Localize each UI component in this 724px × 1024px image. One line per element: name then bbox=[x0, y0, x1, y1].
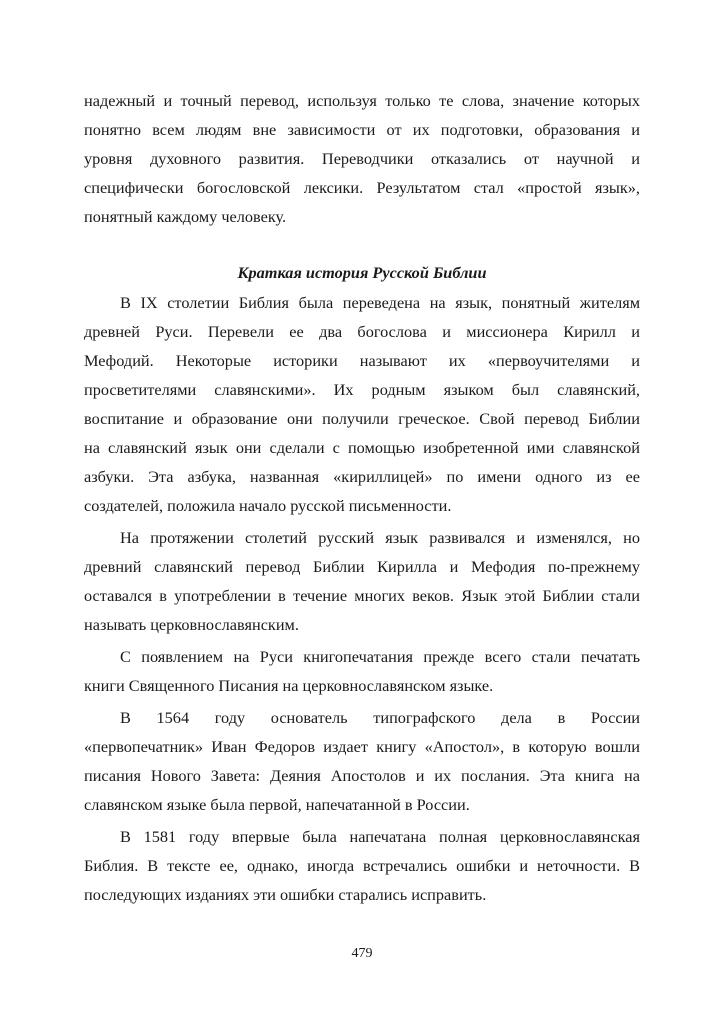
text-line: на славянский язык они сделали с помощью изобретенной ими славянской bbox=[84, 438, 640, 457]
intro-paragraph bbox=[84, 86, 640, 231]
text-line: В 1564 году основатель типографского дела в России bbox=[120, 708, 640, 727]
text-line: Мефодий. Некоторые историки называют их «первоучителями и bbox=[84, 351, 640, 370]
text-line: В 1581 году впервые была напечатана полная церковнославянская bbox=[120, 827, 640, 846]
text-line: В IX столетии Библия была переведена на язык, понятный жителям bbox=[120, 293, 640, 312]
text-line: славянском языке была первой, напечатанной в России. bbox=[84, 795, 470, 814]
text-line: уровня духовного развития. Переводчики отказались от научной и bbox=[84, 149, 640, 168]
text-line: оставался в употреблении в течение многих веков. Язык этой Библии стали bbox=[84, 586, 640, 605]
section-body bbox=[84, 288, 640, 909]
text-line: понятный каждому человеку. bbox=[84, 207, 287, 226]
text-line: воспитание и образование они получили греческое. Свой перевод Библии bbox=[84, 409, 640, 428]
text-line: «первопечатник» Иван Федоров издает книгу «Апостол», в которую вошли bbox=[84, 737, 640, 756]
paragraph bbox=[84, 822, 640, 909]
paragraph bbox=[84, 288, 640, 520]
text-line: древней Руси. Перевели ее два богослова и миссионера Кирилл и bbox=[84, 322, 640, 341]
text-line: писания Нового Завета: Деяния Апостолов и их послания. Эта книга на bbox=[84, 766, 640, 785]
text-line: просветителями славянскими». Их родным языком был славянский, bbox=[84, 380, 640, 399]
text-line: На протяжении столетий русский язык развивался и изменялся, но bbox=[120, 528, 640, 547]
text-line: создателей, положила начало русской письменности. bbox=[84, 496, 452, 515]
text-line: называть церковнославянским. bbox=[84, 615, 299, 634]
page-number: 479 bbox=[351, 946, 373, 961]
paragraph bbox=[84, 86, 640, 231]
text-line: С появлением на Руси книгопечатания прежде всего стали печатать bbox=[120, 647, 640, 666]
text-line: последующих изданиях эти ошибки старались исправить. bbox=[84, 885, 487, 904]
text-line: книги Священного Писания на церковнославянском языке. bbox=[84, 676, 494, 695]
text-line: Библия. В тексте ее, однако, иногда встречались ошибки и неточности. В bbox=[84, 856, 640, 875]
text-line: древний славянский перевод Библии Кирилла и Мефодия по-прежнему bbox=[84, 557, 640, 576]
section-heading: Краткая история Русской Библии bbox=[237, 263, 487, 282]
paragraph bbox=[84, 642, 640, 700]
paragraph bbox=[84, 703, 640, 819]
text-line: азбуки. Эта азбука, названная «кириллицей» по имени одного из ее bbox=[84, 467, 640, 486]
text-line: специфически богословской лексики. Результатом стал «простой язык», bbox=[84, 178, 640, 197]
text-line: надежный и точный перевод, используя только те слова, значение которых bbox=[84, 91, 640, 110]
paragraph bbox=[84, 523, 640, 639]
text-line: понятно всем людям вне зависимости от их подготовки, образования и bbox=[84, 120, 640, 139]
